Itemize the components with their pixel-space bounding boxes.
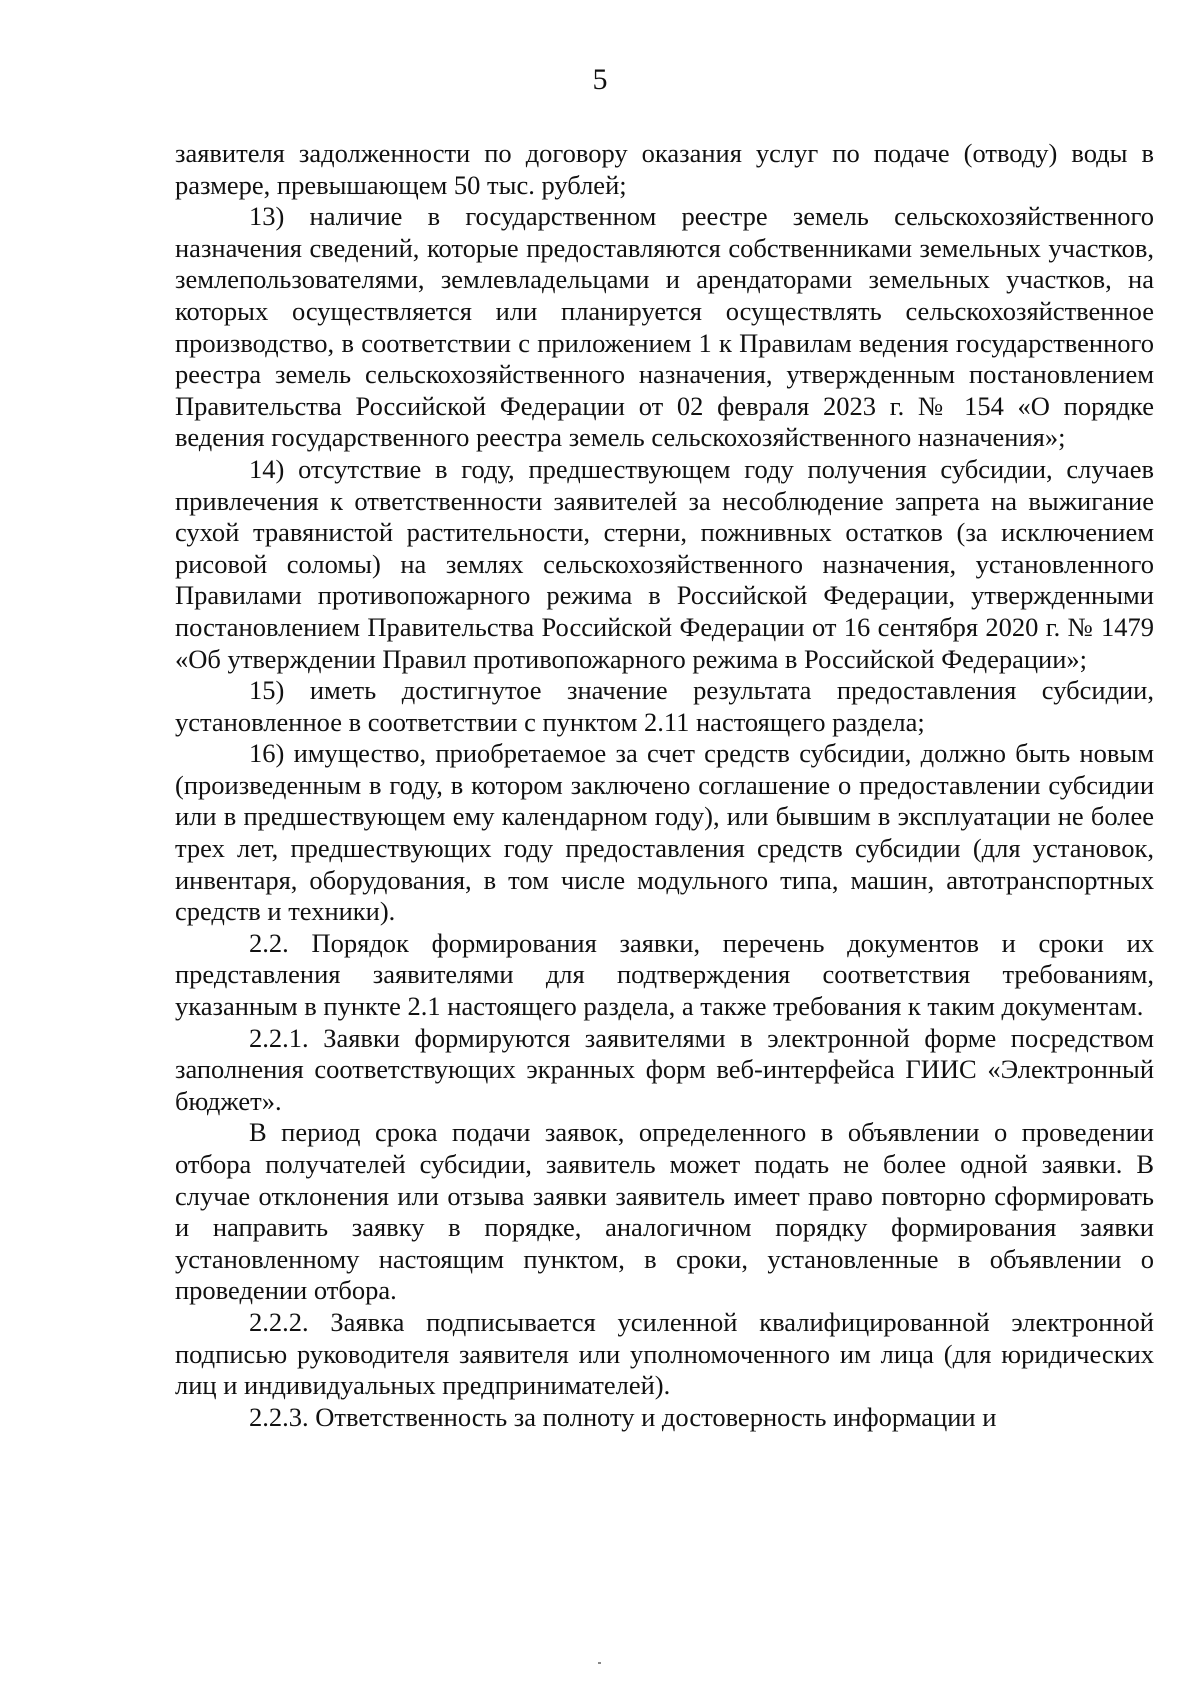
paragraph-application-period: В период срока подачи заявок, определенного в объявлении о проведении отбора получателей субсидии, заявитель может подать не более одной заявки. В случае отклонения или отзыва заявки заявитель имеет право повторно сформировать и направить заявку в порядке, аналогичном порядку формирования заявки установленному настоящим пунктом, в сроки, установленные в объявлении о проведении отбора. <box>175 1117 1154 1306</box>
paragraph-section-2-2: 2.2. Порядок формирования заявки, перечень документов и сроки их представления заявителями для подтверждения соответствия требованиям, указанным в пункте 2.1 настоящего раздела, а также требования к таким документам. <box>175 927 1154 1022</box>
paragraph-item-13: 13) наличие в государственном реестре земель сельскохозяйственного назначения сведений, которые предоставляются собственниками земельных участков, землепользователями, землевладельцами и арендаторами земельных участков, на которых осуществляется или планируется осуществлять сельскохозяйственное производство, в соответствии с приложением 1 к Правилам ведения государственного реестра земель сельскохозяйственного назначения, утвержденным постановлением Правительства Российской Федерации от 02 февраля 2023 г. № 154 «О порядке ведения государственного реестра земель сельскохозяйственного назначения»; <box>175 201 1154 453</box>
paragraph-item-15: 15) иметь достигнутое значение результата предоставления субсидии, установленное в соответствии с пунктом 2.11 настоящего раздела; <box>175 675 1154 737</box>
page-number: 5 <box>592 63 608 96</box>
paragraph-section-2-2-2: 2.2.2. Заявка подписывается усиленной квалифицированной электронной подписью руководителя заявителя или уполномоченного им лица (для юридических лиц и индивидуальных предпринимателей). <box>175 1306 1154 1401</box>
paragraph-item-16: 16) имущество, приобретаемое за счет средств субсидии, должно быть новым (произведенным в году, в котором заключено соглашение о предоставлении субсидии или в предшествующем ему календарном году), или бывшим в эксплуатации не более трех лет, предшествующих году предоставления средств субсидии (для установок, инвентаря, оборудования, в том числе модульного типа, машин, автотранспортных средств и техники). <box>175 738 1154 927</box>
paragraph-item-14: 14) отсутствие в году, предшествующем году получения субсидии, случаев привлечения к ответственности заявителей за несоблюдение запрета на выжигание сухой травянистой растительности, стерни, пожнивных остатков (за исключением рисовой соломы) на землях сельскохозяйственного назначения, установленного Правилами противопожарного режима в Российской Федерации, утвержденными постановлением Правительства Российской Федерации от 16 сентября 2020 г. № 1479 «Об утверждении Правил противопожарного режима в Российской Федерации»; <box>175 453 1154 674</box>
paragraph-continuation: заявителя задолженности по договору оказания услуг по подаче (отводу) воды в размере, превышающем 50 тыс. рублей; <box>175 138 1154 200</box>
paragraph-section-2-2-3: 2.2.3. Ответственность за полноту и достоверность информации и <box>249 1401 997 1432</box>
document-body <box>175 138 1154 1433</box>
paragraph-section-2-2-1: 2.2.1. Заявки формируются заявителями в электронной форме посредством заполнения соответствующих экранных форм веб-интерфейса ГИИС «Электронный бюджет». <box>175 1022 1154 1116</box>
scan-artifact <box>598 1662 601 1664</box>
